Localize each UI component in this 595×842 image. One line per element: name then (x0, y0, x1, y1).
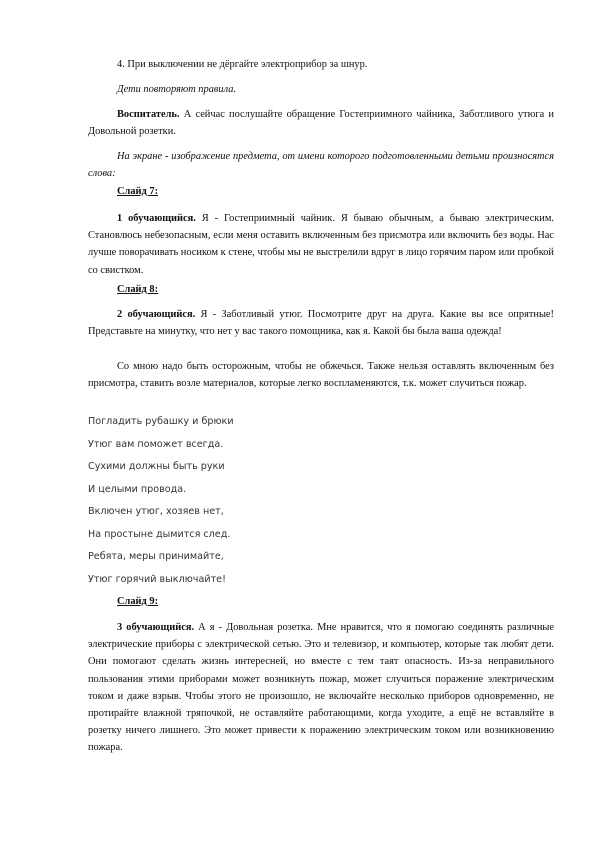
poem-line-2: Утюг вам поможет всегда. (88, 439, 224, 450)
screen-note: На экране - изображение предмета, от имени которого подготовленными детьми произносятся слова: (88, 151, 554, 180)
poem-line-3: Сухими должны быть руки (88, 461, 225, 472)
rule-4: 4. При выключении не дёргайте электроприбор за шнур. (117, 59, 368, 70)
slide-9-heading: Слайд 9: (117, 596, 159, 607)
slide-7-heading: Слайд 7: (117, 186, 159, 197)
student-1-paragraph (88, 210, 554, 279)
iron-warning: Со мною надо быть осторожным, чтобы не обжечься. Также нельзя оставлять включенным без присмотра, ставить возле материалов, которые легко воспламеняются, т.к. может случиться пожар. (88, 361, 554, 390)
teacher-text: А сейчас послушайте обращение Гостеприимного чайника, Заботливого утюга и Довольной розетки. (88, 109, 554, 138)
teacher-paragraph (88, 106, 554, 140)
poem-line-4: И целыми провода. (88, 484, 187, 495)
poem-line-5: Включен утюг, хозяев нет, (88, 506, 224, 517)
poem-line-7: Ребята, меры принимайте, (88, 551, 224, 562)
student-2-text: Я - Заботливый утюг. Посмотрите друг на друга. Какие вы все опрятные! Представьте на минутку, что нет у вас такого помощника, как я. Какой бы была ваша одежда! (88, 309, 554, 338)
student-3-paragraph (88, 619, 554, 757)
poem-line-6: На простыне дымится след. (88, 529, 231, 540)
student-1-text: Я - Гостеприимный чайник. Я бываю обычным, а бываю электрическим. Становлюсь небезопасным, если меня оставить включенным без присмотра или включить без воды. Нас лучше поворачивать носиком к стене, чтобы мы не выстрелили вдруг в лицо горячим паром или пробкой со свистком. (88, 213, 555, 276)
student-3-label: 3 обучающийся. (117, 622, 195, 633)
student-3-text: А я - Довольная розетка. Мне нравится, что я помогаю соединять различные электрические приборы с электрической сетью. Это и телевизор, и компьютер, которые так любят дети. Они помогают сделать жизнь интересней, но вместе с тем таят опасность. Из-за неправильного пользования этими приборами может возникнуть пожар, может случиться поражение электрическим током и даже взрыв. Чтобы этого не произошло, не включайте несколько приборов одновременно, не протирайте влажной тряпочкой, не оставляйте работающими, когда уходите, а ещё не вставляйте в розетку ничего лишнего. Это может привести к поражению электрическим током или возникновению пожара. (88, 622, 554, 754)
student-2-paragraph (88, 306, 554, 340)
student-2-label: 2 обучающийся. (117, 309, 196, 320)
poem-line-1: Погладить рубашку и брюки (88, 416, 234, 427)
children-repeat-note: Дети повторяют правила. (117, 84, 237, 95)
student-1-label: 1 обучающийся. (117, 213, 196, 224)
slide-8-heading: Слайд 8: (117, 284, 159, 295)
poem-line-8: Утюг горячий выключайте! (88, 574, 226, 585)
teacher-label: Воспитатель. (117, 109, 180, 120)
